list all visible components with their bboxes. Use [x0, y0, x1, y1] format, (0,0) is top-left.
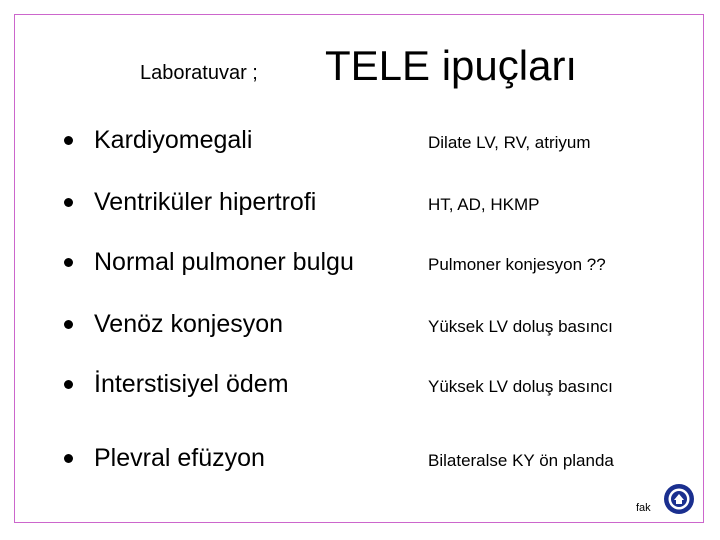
item-detail: Yüksek LV doluş basıncı	[428, 377, 613, 396]
item-label: İnterstisiyel ödem	[94, 370, 289, 398]
bullet-icon	[64, 320, 73, 329]
item-detail: Yüksek LV doluş basıncı	[428, 317, 613, 336]
slide-title: TELE ipuçları	[325, 42, 578, 89]
list-item	[0, 186, 720, 222]
item-label: Kardiyomegali	[94, 126, 253, 154]
item-detail: Dilate LV, RV, atriyum	[428, 133, 591, 152]
item-detail: HT, AD, HKMP	[428, 195, 540, 214]
list-item	[0, 308, 720, 344]
list-item	[0, 442, 720, 478]
title-prefix: Laboratuvar ;	[140, 62, 258, 84]
bullet-icon	[64, 258, 73, 267]
item-detail: Pulmoner konjesyon ??	[428, 255, 606, 274]
list-item	[0, 368, 720, 404]
list-item	[0, 246, 720, 282]
item-label: Normal pulmoner bulgu	[94, 248, 354, 276]
item-label: Venöz konjesyon	[94, 310, 284, 338]
bullet-icon	[64, 454, 73, 463]
list-item	[0, 124, 720, 160]
bullet-icon	[64, 136, 73, 145]
bullet-icon	[64, 380, 73, 389]
bullet-icon	[64, 198, 73, 207]
footer-logo-text: fak	[636, 502, 651, 514]
item-label: Plevral efüzyon	[94, 444, 265, 472]
item-label: Ventriküler hipertrofi	[94, 188, 317, 216]
item-detail: Bilateralse KY ön planda	[428, 451, 614, 470]
university-seal-icon	[662, 482, 696, 516]
